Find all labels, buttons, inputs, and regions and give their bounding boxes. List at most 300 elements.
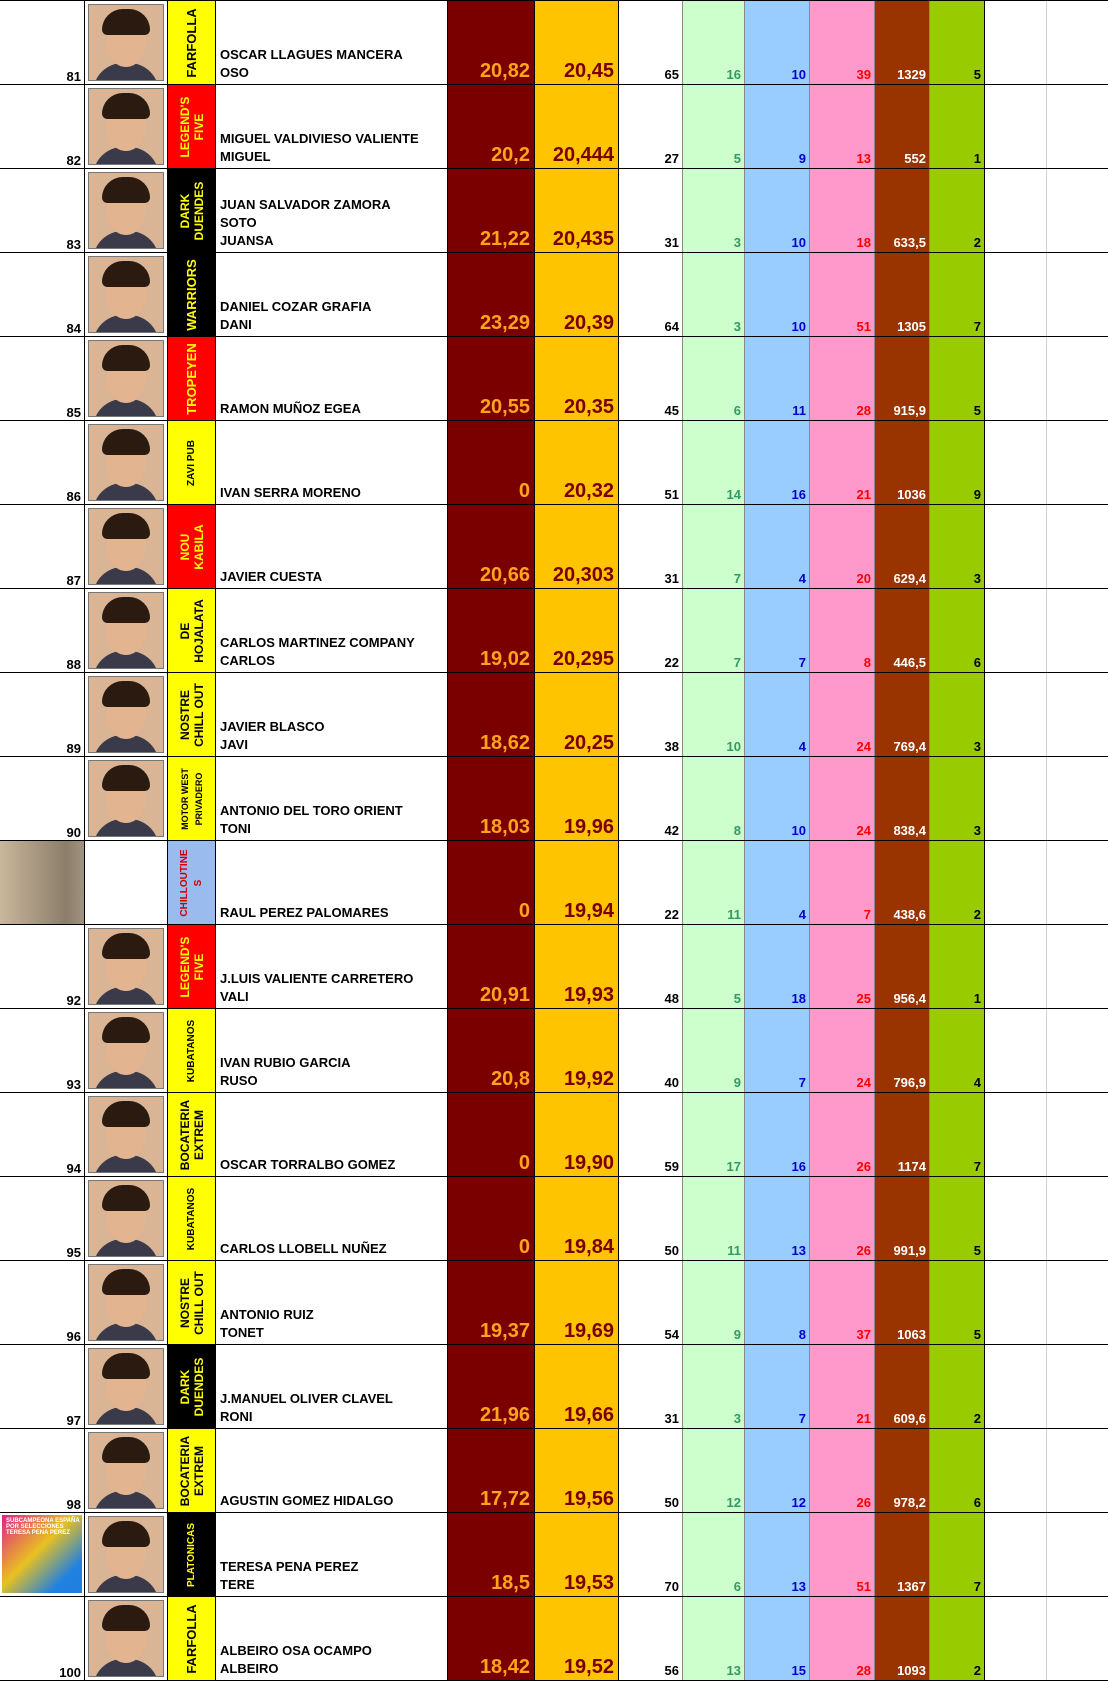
points-value: 609,6: [893, 1411, 926, 1426]
points-value: 769,4: [893, 739, 926, 754]
total-average-cell: [535, 253, 619, 336]
rank-number: 82: [66, 153, 81, 168]
empty-cell: [1047, 757, 1108, 840]
team-cell: [168, 757, 216, 840]
team-cell: [168, 1261, 216, 1344]
points-cell: [875, 673, 930, 756]
photo-hair: [102, 1437, 150, 1463]
blue-stat-cell: [745, 673, 810, 756]
empty-cell: [985, 169, 1047, 252]
team-cell: [168, 169, 216, 252]
pink-stat-cell: [810, 1009, 875, 1092]
blue-stat-value: 10: [791, 823, 806, 838]
pink-stat-cell: [810, 1429, 875, 1512]
team-cell: [168, 253, 216, 336]
total-average-cell: [535, 1009, 619, 1092]
average-value: 18,62: [479, 732, 530, 754]
player-photo: [88, 340, 164, 417]
photo-hair: [102, 429, 150, 455]
team-name: FARFOLLA: [183, 1603, 199, 1674]
green-stat-cell: [683, 589, 745, 672]
green-stat-value: 9: [733, 1075, 741, 1090]
empty-cell: [985, 337, 1047, 420]
photo-hair: [102, 1101, 150, 1127]
rank-number: 87: [66, 573, 81, 588]
average-cell: [448, 253, 535, 336]
blue-stat-cell: [745, 757, 810, 840]
points-value: 991,9: [893, 1243, 926, 1258]
league-value: 6: [973, 655, 981, 670]
empty-cell: [1047, 337, 1108, 420]
player-photo: [88, 256, 164, 333]
average-cell: [448, 757, 535, 840]
league-cell: [930, 169, 985, 252]
games-cell: [619, 169, 683, 252]
green-stat-cell: [683, 421, 745, 504]
average-value: 19,02: [479, 648, 530, 670]
green-stat-value: 17: [726, 1159, 741, 1174]
empty-cell: [985, 925, 1047, 1008]
total-average-value: 20,435: [552, 228, 614, 250]
team-cell: [168, 589, 216, 672]
table-row[interactable]: [0, 1513, 1108, 1597]
points-cell: [875, 1513, 930, 1596]
rank-number: 81: [66, 69, 81, 84]
total-average-value: 20,35: [563, 396, 614, 418]
total-average-cell: [535, 925, 619, 1008]
team-name: DARK DUENDES: [177, 1357, 206, 1416]
rank-cell: [0, 1429, 85, 1512]
rank-cell: [0, 673, 85, 756]
average-value: 0: [518, 480, 530, 502]
games-cell: [619, 1513, 683, 1596]
photo-hair: [102, 513, 150, 539]
total-average-value: 19,52: [563, 1656, 614, 1678]
green-stat-value: 16: [726, 67, 741, 82]
league-cell: [930, 1597, 985, 1680]
league-value: 7: [973, 319, 981, 334]
rank-number: 89: [66, 741, 81, 756]
blue-stat-value: 4: [798, 571, 806, 586]
league-cell: [930, 1093, 985, 1176]
team-cell: [168, 505, 216, 588]
table-row[interactable]: [0, 337, 1108, 421]
average-cell: [448, 925, 535, 1008]
blue-stat-cell: [745, 841, 810, 924]
average-value: 20,82: [479, 60, 530, 82]
rank-cell: [0, 337, 85, 420]
points-value: 438,6: [893, 907, 926, 922]
blue-stat-value: 16: [791, 487, 806, 502]
table-row[interactable]: [0, 505, 1108, 589]
empty-cell: [1047, 1513, 1108, 1596]
empty-cell: [985, 1429, 1047, 1512]
points-cell: [875, 1261, 930, 1344]
player-name: IVAN RUBIO GARCIA RUSO: [220, 1055, 351, 1088]
games-value: 48: [664, 991, 679, 1006]
player-name-cell: [216, 505, 448, 588]
green-stat-cell: [683, 1513, 745, 1596]
blue-stat-cell: [745, 85, 810, 168]
league-cell: [930, 85, 985, 168]
rank-cell: [0, 1177, 85, 1260]
league-cell: [930, 253, 985, 336]
games-cell: [619, 1345, 683, 1428]
green-stat-cell: [683, 757, 745, 840]
league-cell: [930, 1, 985, 84]
average-value: 18,5: [491, 1572, 530, 1594]
empty-cell: [1047, 1177, 1108, 1260]
total-average-value: 19,84: [563, 1236, 614, 1258]
points-value: 1329: [897, 67, 926, 82]
table-row[interactable]: [0, 421, 1108, 505]
empty-cell: [1047, 1009, 1108, 1092]
player-photo: [88, 424, 164, 501]
total-average-value: 19,66: [563, 1404, 614, 1426]
total-average-value: 19,94: [563, 900, 614, 922]
games-cell: [619, 925, 683, 1008]
player-name-cell: [216, 1261, 448, 1344]
green-stat-cell: [683, 337, 745, 420]
games-value: 31: [664, 235, 679, 250]
games-value: 70: [664, 1579, 679, 1594]
table-row[interactable]: [0, 1177, 1108, 1261]
team-name: LEGEND'S FIVE: [177, 936, 206, 997]
player-name-cell: [216, 337, 448, 420]
league-cell: [930, 1429, 985, 1512]
green-stat-cell: [683, 1597, 745, 1680]
total-average-value: 19,56: [563, 1488, 614, 1510]
green-stat-cell: [683, 253, 745, 336]
average-value: 20,2: [491, 144, 530, 166]
rank-number: 95: [66, 1245, 81, 1260]
pink-stat-cell: [810, 1261, 875, 1344]
team-name: BOCATERIA EXTREM: [177, 1099, 206, 1170]
table-row[interactable]: [0, 1009, 1108, 1093]
points-value: 978,2: [893, 1495, 926, 1510]
photo-hair: [102, 1353, 150, 1379]
total-average-cell: [535, 1597, 619, 1680]
average-cell: [448, 1, 535, 84]
league-value: 5: [973, 403, 981, 418]
player-photo: [88, 760, 164, 837]
pink-stat-value: 21: [856, 1411, 871, 1426]
games-value: 51: [664, 487, 679, 502]
total-average-value: 20,39: [563, 312, 614, 334]
team-name: CHILLOUTINE S: [178, 848, 204, 917]
player-photo: [88, 172, 164, 249]
games-cell: [619, 85, 683, 168]
points-cell: [875, 253, 930, 336]
player-name: CARLOS MARTINEZ COMPANY CARLOS: [220, 635, 415, 668]
total-average-cell: [535, 85, 619, 168]
promo-poster: [2, 1515, 82, 1593]
rank-cell: [0, 841, 85, 924]
games-value: 38: [664, 739, 679, 754]
player-name: ALBEIRO OSA OCAMPO ALBEIRO: [220, 1643, 372, 1676]
total-average-cell: [535, 841, 619, 924]
player-photo: [88, 508, 164, 585]
player-name-cell: [216, 169, 448, 252]
points-cell: [875, 757, 930, 840]
rank-cell: [0, 1009, 85, 1092]
table-row[interactable]: [0, 1597, 1108, 1681]
player-photo-cell: [85, 1009, 168, 1092]
games-cell: [619, 253, 683, 336]
blue-stat-cell: [745, 253, 810, 336]
empty-cell: [985, 1513, 1047, 1596]
pink-stat-value: 8: [863, 655, 871, 670]
empty-cell: [1047, 505, 1108, 588]
green-stat-value: 5: [733, 151, 741, 166]
league-value: 2: [973, 1663, 981, 1678]
rank-cell: [0, 1261, 85, 1344]
player-name-cell: [216, 253, 448, 336]
empty-cell: [985, 1, 1047, 84]
photo-hair: [102, 261, 150, 287]
table-row[interactable]: [0, 757, 1108, 841]
points-cell: [875, 1, 930, 84]
games-value: 31: [664, 1411, 679, 1426]
player-name: JAVIER BLASCO JAVI: [220, 719, 325, 752]
blue-stat-value: 16: [791, 1159, 806, 1174]
blue-stat-value: 11: [792, 403, 806, 418]
player-photo-cell: [85, 253, 168, 336]
team-name: ZAVI PUB: [185, 439, 197, 486]
pink-stat-cell: [810, 925, 875, 1008]
average-value: 23,29: [479, 312, 530, 334]
player-photo-cell: [85, 1093, 168, 1176]
league-value: 3: [973, 571, 981, 586]
blue-stat-value: 10: [791, 67, 806, 82]
total-average-value: 19,93: [563, 984, 614, 1006]
pink-stat-cell: [810, 1345, 875, 1428]
green-stat-value: 13: [726, 1663, 741, 1678]
empty-cell: [1047, 1429, 1108, 1512]
average-cell: [448, 1009, 535, 1092]
player-photo: [88, 1516, 164, 1593]
table-row[interactable]: [0, 253, 1108, 337]
pink-stat-cell: [810, 841, 875, 924]
rank-number: 83: [66, 237, 81, 252]
games-cell: [619, 505, 683, 588]
rank-number: 94: [66, 1161, 81, 1176]
average-value: 18,42: [479, 1656, 530, 1678]
green-stat-cell: [683, 925, 745, 1008]
blue-stat-cell: [745, 1597, 810, 1680]
table-row[interactable]: [0, 169, 1108, 253]
green-stat-value: 11: [727, 907, 741, 922]
green-stat-value: 11: [727, 1243, 741, 1258]
team-cell: [168, 925, 216, 1008]
rank-number: 85: [66, 405, 81, 420]
total-average-cell: [535, 1093, 619, 1176]
games-value: 40: [664, 1075, 679, 1090]
league-value: 7: [973, 1579, 981, 1594]
pink-stat-value: 24: [856, 739, 871, 754]
total-average-cell: [535, 169, 619, 252]
rank-cell: [0, 1, 85, 84]
league-cell: [930, 589, 985, 672]
points-cell: [875, 337, 930, 420]
team-name: PLATONICAS: [185, 1522, 197, 1587]
pink-stat-value: 25: [856, 991, 871, 1006]
games-value: 56: [664, 1663, 679, 1678]
league-cell: [930, 673, 985, 756]
games-value: 45: [664, 403, 679, 418]
green-stat-value: 12: [726, 1495, 741, 1510]
player-photo-cell: [85, 757, 168, 840]
player-name: JAVIER CUESTA: [220, 569, 323, 584]
team-name: NOSTRE CHILL OUT: [177, 1270, 206, 1335]
green-stat-cell: [683, 1345, 745, 1428]
team-cell: [168, 1009, 216, 1092]
average-value: 20,8: [491, 1068, 530, 1090]
pink-stat-value: 13: [856, 151, 871, 166]
empty-cell: [1047, 589, 1108, 672]
blue-stat-cell: [745, 169, 810, 252]
rank-cell: [0, 169, 85, 252]
player-name: JUAN SALVADOR ZAMORA SOTO JUANSA: [220, 197, 391, 248]
points-cell: [875, 1177, 930, 1260]
team-cell: [168, 1513, 216, 1596]
green-stat-value: 14: [726, 487, 741, 502]
points-value: 1305: [897, 319, 926, 334]
pink-stat-value: 28: [856, 1663, 871, 1678]
table-row[interactable]: [0, 1, 1108, 85]
points-value: 1063: [897, 1327, 926, 1342]
table-row[interactable]: [0, 1429, 1108, 1513]
team-cell: [168, 1, 216, 84]
total-average-cell: [535, 1345, 619, 1428]
table-row[interactable]: [0, 1261, 1108, 1345]
player-name-cell: [216, 925, 448, 1008]
green-stat-cell: [683, 505, 745, 588]
rank-cell: [0, 589, 85, 672]
total-average-value: 19,90: [563, 1152, 614, 1174]
points-cell: [875, 1093, 930, 1176]
rank-cell: [0, 1513, 85, 1596]
total-average-cell: [535, 421, 619, 504]
rank-number: 100: [59, 1665, 81, 1680]
league-cell: [930, 505, 985, 588]
games-value: 64: [664, 319, 679, 334]
pink-stat-value: 26: [856, 1159, 871, 1174]
table-row[interactable]: [0, 1345, 1108, 1429]
points-cell: [875, 925, 930, 1008]
games-cell: [619, 673, 683, 756]
total-average-value: 20,32: [563, 480, 614, 502]
team-cell: [168, 673, 216, 756]
pink-stat-value: 20: [856, 571, 871, 586]
rank-cell: [0, 421, 85, 504]
pink-stat-cell: [810, 1597, 875, 1680]
player-photo-cell: [85, 673, 168, 756]
photo-hair: [102, 933, 150, 959]
rank-cell: [0, 1345, 85, 1428]
empty-cell: [985, 757, 1047, 840]
photo-hair: [102, 1185, 150, 1211]
green-stat-value: 10: [726, 739, 741, 754]
average-value: 21,22: [479, 228, 530, 250]
green-stat-cell: [683, 1429, 745, 1512]
average-cell: [448, 673, 535, 756]
pink-stat-cell: [810, 505, 875, 588]
league-value: 3: [973, 823, 981, 838]
points-value: 629,4: [893, 571, 926, 586]
blue-stat-value: 18: [791, 991, 806, 1006]
rank-number: 86: [66, 489, 81, 504]
player-name: J.MANUEL OLIVER CLAVEL RONI: [220, 1391, 393, 1424]
pink-stat-value: 28: [856, 403, 871, 418]
total-average-cell: [535, 1, 619, 84]
pink-stat-cell: [810, 757, 875, 840]
pink-stat-value: 26: [856, 1243, 871, 1258]
average-value: 0: [518, 900, 530, 922]
table-row[interactable]: [0, 1093, 1108, 1177]
points-cell: [875, 1345, 930, 1428]
total-average-value: 19,96: [563, 816, 614, 838]
rank-number: 92: [66, 993, 81, 1008]
games-value: 50: [664, 1495, 679, 1510]
total-average-value: 20,303: [552, 564, 614, 586]
player-photo-cell: [85, 1177, 168, 1260]
team-name: NOSTRE CHILL OUT: [177, 682, 206, 747]
player-name-cell: [216, 421, 448, 504]
pink-stat-cell: [810, 1177, 875, 1260]
blue-stat-value: 13: [791, 1579, 806, 1594]
rank-cell: [0, 757, 85, 840]
table-row[interactable]: [0, 841, 1108, 925]
points-value: 796,9: [893, 1075, 926, 1090]
team-name: KUBATANOS: [185, 1187, 197, 1250]
table-row[interactable]: [0, 589, 1108, 673]
table-row[interactable]: [0, 85, 1108, 169]
green-stat-value: 3: [733, 235, 741, 250]
pink-stat-cell: [810, 169, 875, 252]
points-cell: [875, 169, 930, 252]
total-average-value: 19,92: [563, 1068, 614, 1090]
games-value: 31: [664, 571, 679, 586]
player-photo: [88, 88, 164, 165]
pink-stat-cell: [810, 1, 875, 84]
player-name-cell: [216, 1177, 448, 1260]
table-row[interactable]: [0, 673, 1108, 757]
empty-cell: [1047, 1345, 1108, 1428]
pink-stat-cell: [810, 253, 875, 336]
table-row[interactable]: [0, 925, 1108, 1009]
player-photo: [88, 4, 164, 81]
rank-cell: [0, 253, 85, 336]
empty-cell: [985, 1009, 1047, 1092]
player-photo-cell: [85, 925, 168, 1008]
photo-hair: [102, 681, 150, 707]
team-name: FARFOLLA: [183, 7, 199, 78]
total-average-cell: [535, 337, 619, 420]
team-name: WARRIORS: [183, 258, 199, 331]
games-cell: [619, 1597, 683, 1680]
rank-number: 98: [66, 1497, 81, 1512]
empty-cell: [1047, 925, 1108, 1008]
empty-cell: [985, 1597, 1047, 1680]
average-value: 17,72: [479, 1488, 530, 1510]
team-cell: [168, 421, 216, 504]
empty-cell: [985, 589, 1047, 672]
total-average-cell: [535, 1513, 619, 1596]
team-cell: [168, 85, 216, 168]
team-cell: [168, 1093, 216, 1176]
league-value: 5: [973, 1327, 981, 1342]
